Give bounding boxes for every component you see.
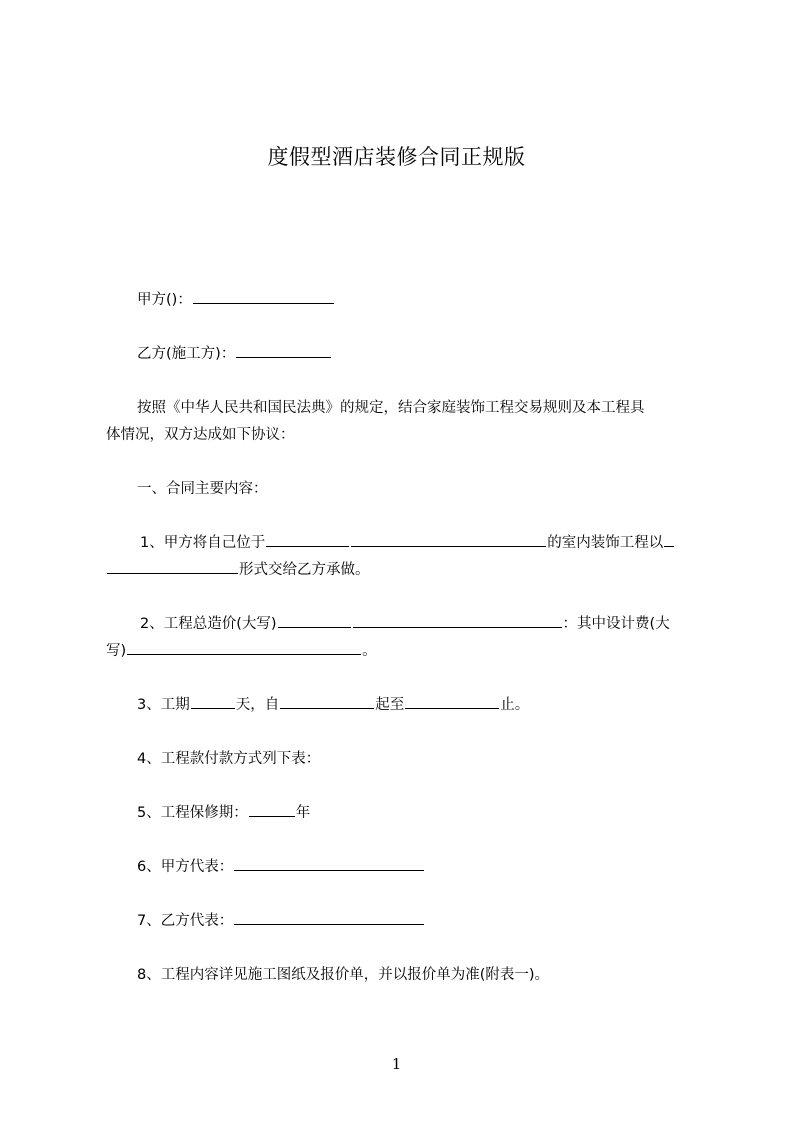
party-b-line bbox=[137, 340, 332, 368]
clause-2-text-c: 写) bbox=[106, 643, 127, 659]
preamble-line-2: 体情况，双方达成如下协议： bbox=[106, 427, 295, 443]
clause-1-blank-a bbox=[266, 530, 349, 547]
clause-3-line bbox=[137, 691, 529, 719]
clause-2-line-2 bbox=[106, 637, 377, 665]
clause-3-text-a: 3、工期 bbox=[137, 697, 190, 713]
clause-7-label: 7、乙方代表： bbox=[137, 913, 234, 929]
section-heading: 一、合同主要内容： bbox=[137, 481, 268, 497]
clause-5-line bbox=[137, 799, 310, 827]
document-title: 度假型酒店装修合同正规版 bbox=[267, 145, 526, 169]
clause-3-blank-b bbox=[280, 692, 374, 709]
clause-1-text-c: 形式交给乙方承做。 bbox=[239, 562, 370, 578]
page-number: 1 bbox=[391, 1055, 402, 1073]
clause-1-blank-b bbox=[351, 530, 546, 547]
clause-4-line: 4、工程款付款方式列下表： bbox=[137, 751, 321, 767]
clause-2-text-d: 。 bbox=[362, 643, 377, 659]
clause-2-blank-a bbox=[278, 611, 351, 628]
clause-1-blank-c bbox=[664, 530, 674, 547]
preamble-line-1: 按照《中华人民共和国民法典》的规定，结合家庭装饰工程交易规则及本工程具 bbox=[137, 400, 645, 416]
clause-5-text-b: 年 bbox=[295, 805, 311, 821]
clause-8-line: 8、工程内容详见施工图纸及报价单，并以报价单为准(附表一)。 bbox=[137, 967, 550, 983]
clause-3-text-c: 起至 bbox=[375, 697, 405, 713]
clause-3-text-d: 止。 bbox=[500, 697, 530, 713]
clause-3-blank-c bbox=[405, 692, 499, 709]
clause-6-line bbox=[137, 853, 425, 881]
party-b-label: 乙方(施工方)： bbox=[137, 346, 236, 362]
clause-6-blank bbox=[234, 854, 424, 871]
clause-1-text-b: 的室内装饰工程以 bbox=[547, 535, 664, 551]
clause-2-text-b: ：其中设计费(大 bbox=[562, 616, 670, 632]
clause-6-label: 6、甲方代表： bbox=[137, 859, 234, 875]
party-a-label: 甲方()： bbox=[137, 292, 192, 308]
clause-2-blank-c bbox=[127, 638, 361, 655]
clause-5-blank bbox=[249, 800, 295, 817]
clause-2-text-a: 2、工程总造价(大写) bbox=[140, 616, 277, 632]
clause-1-text-a: 1、甲方将自己位于 bbox=[140, 535, 266, 551]
clause-2-line-1 bbox=[140, 610, 670, 638]
clause-3-blank-a bbox=[191, 692, 235, 709]
clause-3-text-b: 天，自 bbox=[235, 697, 280, 713]
clause-7-line bbox=[137, 907, 425, 935]
clause-2-blank-b bbox=[353, 611, 562, 628]
clause-1-line-2 bbox=[106, 556, 370, 584]
party-a-line bbox=[137, 286, 335, 314]
party-a-blank bbox=[193, 287, 334, 304]
clause-1-line-1 bbox=[140, 529, 675, 557]
clause-5-text-a: 5、工程保修期： bbox=[137, 805, 248, 821]
clause-1-blank-d bbox=[107, 557, 238, 574]
party-b-blank bbox=[236, 341, 331, 358]
clause-7-blank bbox=[234, 908, 424, 925]
